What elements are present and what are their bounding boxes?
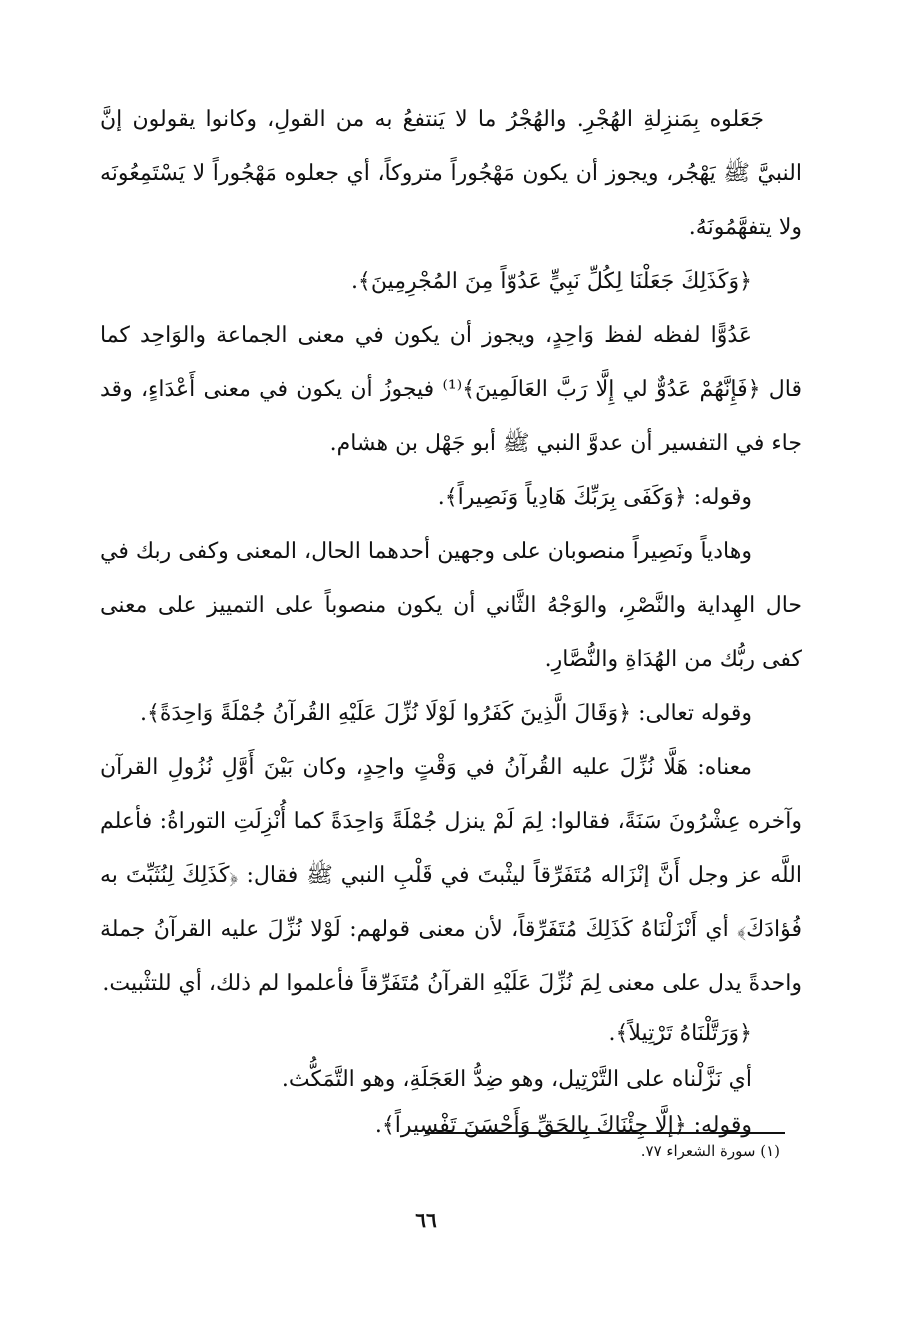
verse-unbelievers: وقوله تعالى: ﴿وَقَالَ الَّذِينَ كَفَرُوا لَوْلَا نُزِّلَ عَلَيْهِ القُرآنُ جُمْلَةً وَاحِدَةً﴾.	[139, 701, 752, 726]
page-number: ٦٦	[415, 1208, 437, 1232]
verse-tafsir: وقوله: ﴿إلَّا جِئْنَاكَ بِالحَقِّ وَأَحْسَنَ تَفْسِيراً﴾.	[374, 1113, 752, 1138]
verse-tartil: ﴿وَرَتَّلْنَاهُ تَرْتِيلاً﴾.	[608, 1021, 752, 1046]
verse-guide: وقوله: ﴿وَكَفَى بِرَبِّكَ هَادِياً وَنَصِيراً﴾.	[437, 485, 752, 510]
paragraph-hadiyan: وهادياً ونَصِيراً منصوبان على وجهين أحدهما الحال، المعنى وكفى ربك في حال الهِداية والنَّصْرِ، والوَجْهُ الثَّاني أن يكون منصوباً على التمييز على معنى كفى ربُّك من الهُدَاةِ والنُّصَّارِ.	[100, 539, 802, 672]
paragraph-maanahu: معناه: هَلَّا نُزِّلَ عليه القُرآنُ في وَقْتٍ واحِدٍ، وكان بَيْنَ أَوَّلِ نُزُولِ القرآن وآخره عِشْرُونَ سَنَةً، فقالوا: لِمَ لَمْ ينزل جُمْلَةً وَاحِدَةً كما أُنْزِلَتِ التوراةُ: فأعلم اللَّه عز وجل أَنَّ إنْزَاله مُتَفَرِّقاً ليثْبتَ في قَلْبِ النبي ﷺ فقال: ﴿كَذَلِكَ لِنُثَبِّتَ به فُؤادَكَ﴾ أي أَنْزَلْنَاهُ كَذَلِكَ مُتَفَرِّقاً، لأن معنى قولهم: لَوْلا نُزِّلَ عليه القرآنُ جملة واحدةً يدل على معنى لِمَ نُزِّلَ عَلَيْهِ القرآنُ مُتَفَرِّقاً فأعلموا لم ذلك، أي للتثْبيت.	[100, 755, 802, 996]
paragraph-tartil: أي نَزَّلْناه على التَّرْتِيل، وهو ضِدُّ العَجَلَةِ، وهو التَّمَكُّث.	[281, 1067, 752, 1092]
paragraph-hujr: جَعَلوه بِمَنزِلةِ الهُجْرِ. والهُجْرُ ما لا يَنتفعُ به من القولِ، وكانوا يقولون إنَّ النبيَّ ﷺ يَهْجُر، ويجوز أن يكون مَهْجُوراً متروكاً، أي جعلوه مَهْجُوراً لا يَسْتَمِعُونَه ولا يتفهَّمُونَهُ.	[100, 107, 802, 240]
paragraph-aduw: عَدُوًّا لفظه لفظ وَاحِدٍ، ويجوز أن يكون في معنى الجماعة والوَاحِد كما قال ﴿فَإِنَّهُمْ عَدُوٌّ لي إِلَّا رَبَّ العَالَمِينَ﴾⁽¹⁾ فيجوزُ أن يكون في معنى أَعْدَاءٍ، وقد جاء في التفسير أن عدوَّ النبي ﷺ أبو جَهْل بن هشام.	[100, 323, 802, 456]
footnote-divider	[425, 1132, 785, 1134]
footnote: (١) سورة الشعراء ٧٧.	[640, 1142, 780, 1160]
body-text	[100, 93, 802, 1149]
verse-enemy: ﴿وَكَذَلِكَ جَعَلْنَا لِكُلِّ نَبِيٍّ عَدُوّاً مِنَ المُجْرِمِينَ﴾.	[350, 269, 752, 294]
